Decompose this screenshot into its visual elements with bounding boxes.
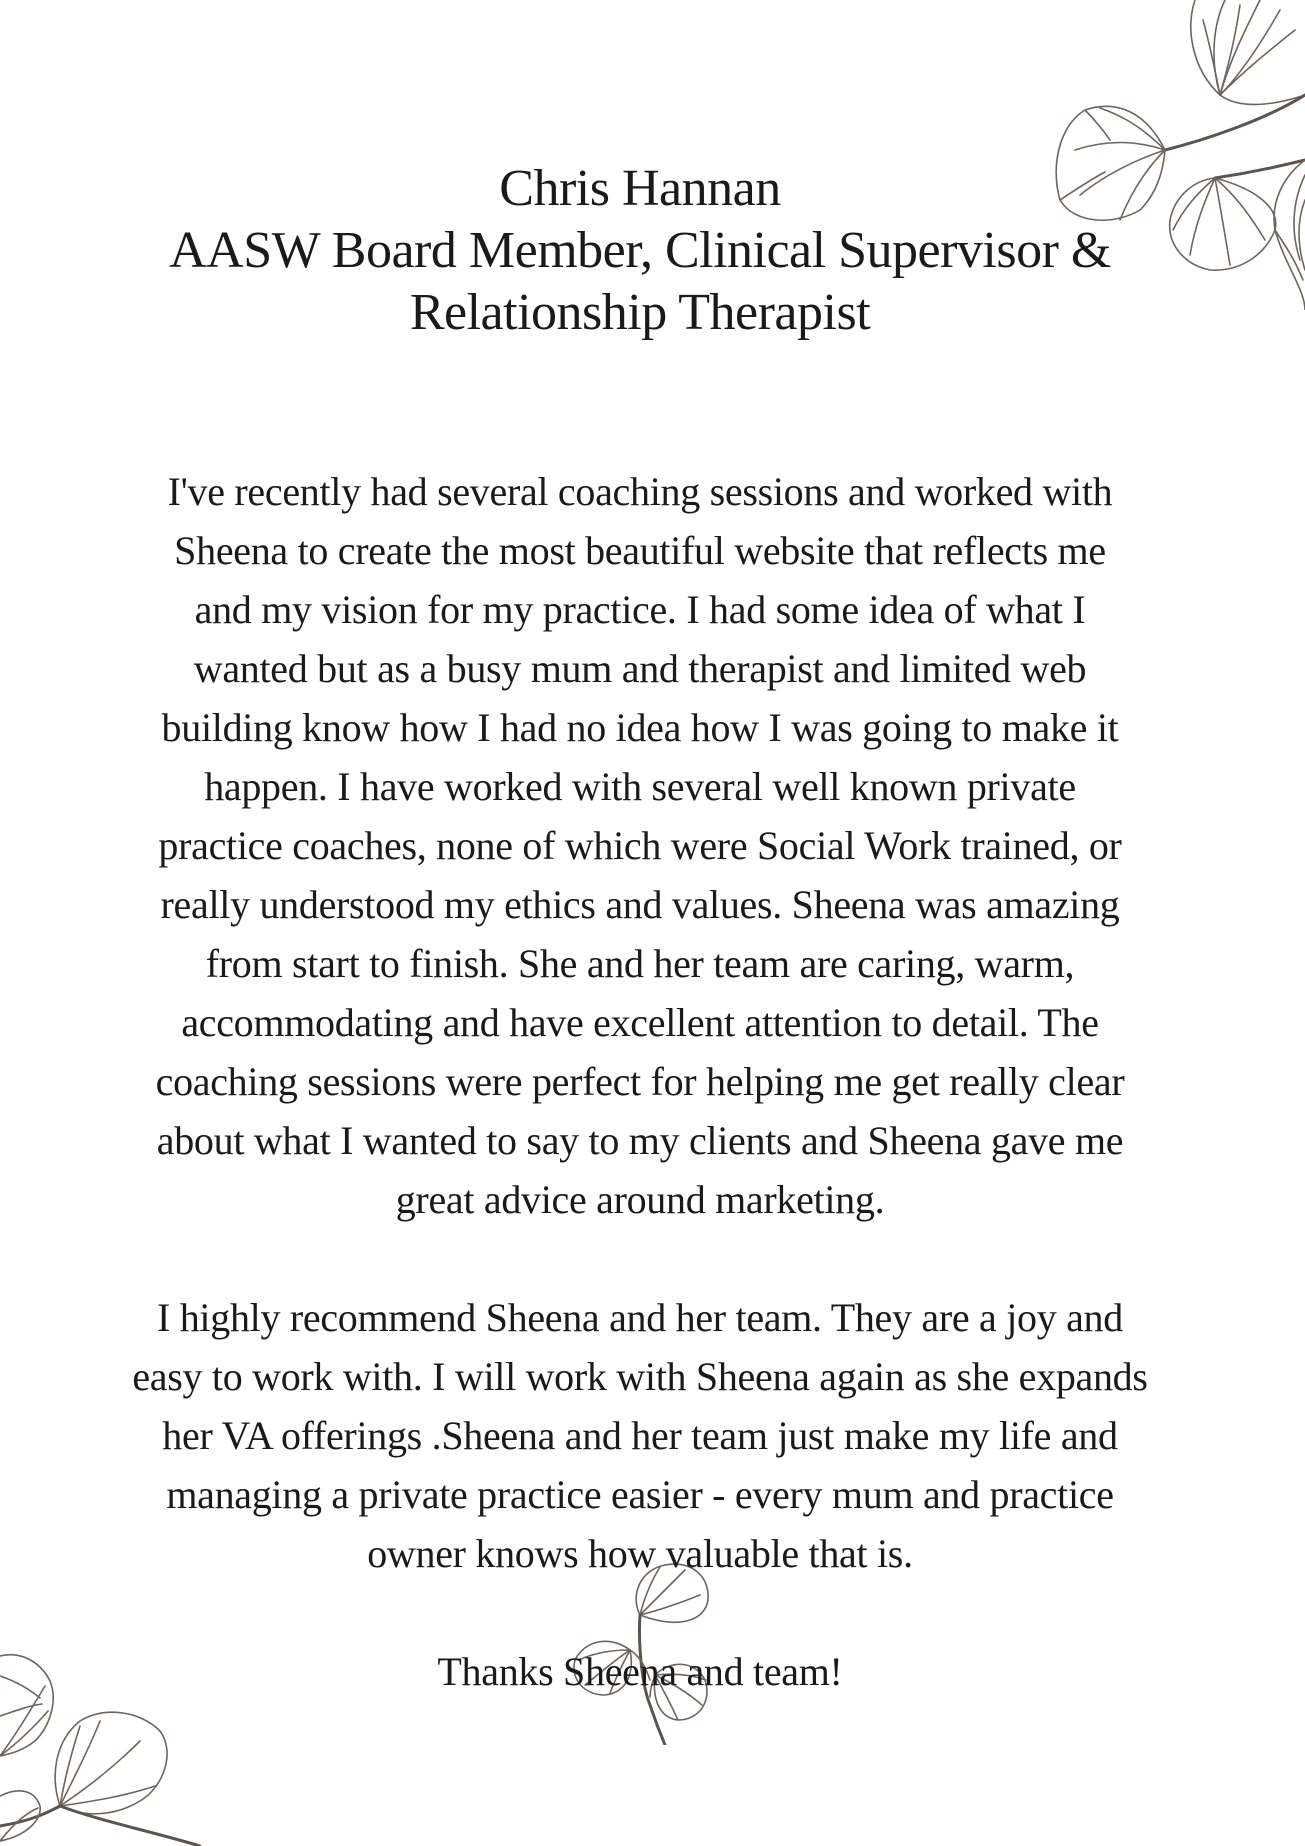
closing-line: Thanks Sheena and team! [437, 1649, 843, 1694]
text-line: really understood my ethics and values. Sheena was amazing [160, 882, 1120, 927]
text-line: building know how I had no idea how I was going to make it [161, 705, 1119, 750]
text-line: from start to finish. She and her team are caring, warm, [205, 941, 1075, 986]
text-line: practice coaches, none of which were Social Work trained, or [158, 823, 1122, 868]
text-line: great advice around marketing. [395, 1177, 885, 1222]
testimonial-paragraph-2 [30, 1288, 1250, 1583]
text-line: managing a private practice easier - every mum and practice [166, 1472, 1114, 1517]
text-line: I highly recommend Sheena and her team. They are a joy and [157, 1295, 1123, 1340]
text-line: about what I wanted to say to my clients and Sheena gave me [156, 1118, 1124, 1163]
author-role-line-1: AASW Board Member, Clinical Supervisor & [169, 222, 1111, 279]
header [40, 158, 1240, 344]
text-line: I've recently had several coaching sessions and worked with [167, 469, 1113, 514]
text-line: wanted but as a busy mum and therapist and limited web [193, 646, 1087, 691]
text-line: Sheena to create the most beautiful website that reflects me [174, 528, 1106, 573]
text-line: happen. I have worked with several well known private [204, 764, 1076, 809]
author-role-line-2: Relationship Therapist [409, 284, 871, 341]
text-line: coaching sessions were perfect for helping me get really clear [155, 1059, 1125, 1104]
text-line: her VA offerings .Sheena and her team just make my life and [162, 1413, 1118, 1458]
text-line: easy to work with. I will work with Sheena again as she expands [132, 1354, 1148, 1399]
paragraph-gap [30, 1583, 1250, 1642]
text-line: owner knows how valuable that is. [367, 1531, 913, 1576]
text-line: and my vision for my practice. I had some idea of what I [194, 587, 1086, 632]
text-line: accommodating and have excellent attention to detail. The [181, 1000, 1099, 1045]
paragraph-gap [30, 1229, 1250, 1288]
testimonial-body [30, 462, 1250, 1701]
author-name: Chris Hannan [499, 160, 781, 217]
testimonial-paragraph-1 [30, 462, 1250, 1229]
